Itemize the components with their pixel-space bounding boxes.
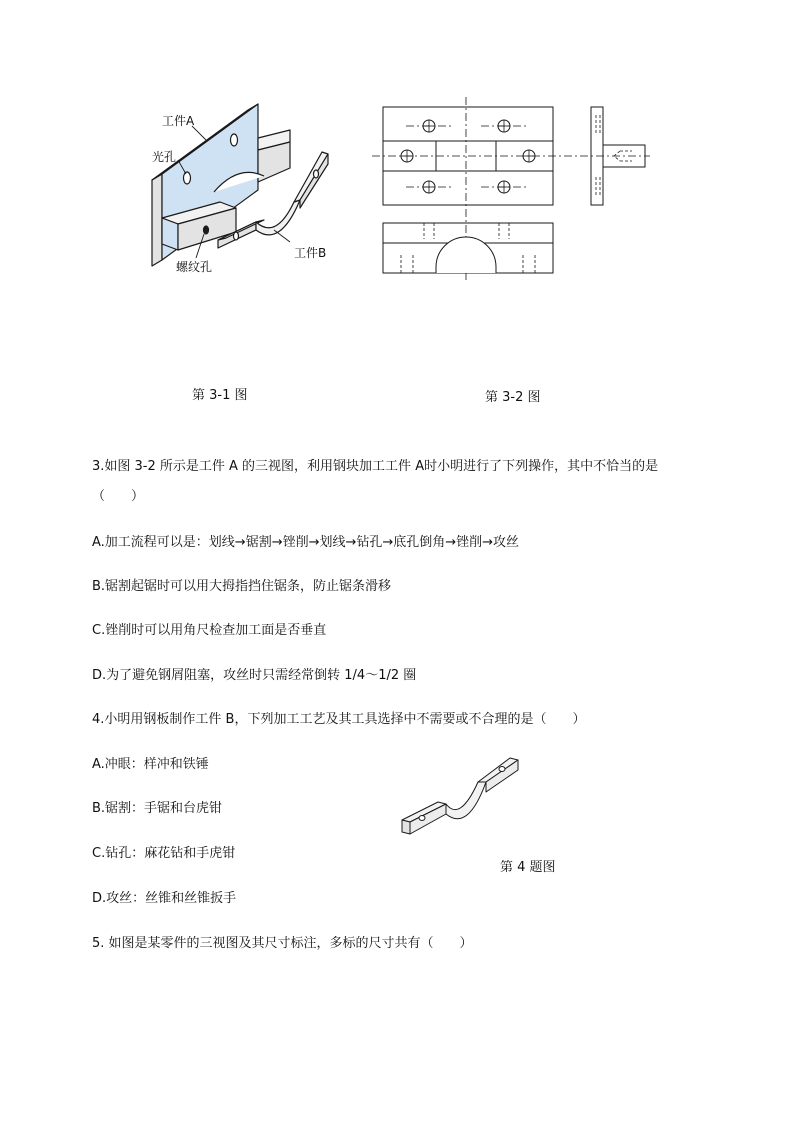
figure-4-drawing [398, 752, 522, 842]
label-threaded-hole: 螺纹孔 [176, 260, 213, 274]
threaded-hole-icon [204, 226, 209, 234]
plain-hole-icon [184, 172, 191, 184]
q4-option-c: C.钻孔：麻花钻和手虎钳 [92, 846, 236, 861]
q5-stem: 5. 如图是某零件的三视图及其尺寸标注，多标的尺寸共有（ ） [92, 936, 473, 951]
q3-stem: 3.如图 3-2 所示是工件 A 的三视图，利用钢块加工工件 A时小明进行了下列操作，其中不恰当的是 [92, 459, 659, 474]
view-top-holes [401, 120, 535, 193]
q4-option-d: D.攻丝：丝锥和丝锥扳手 [92, 891, 237, 906]
caption-figure-3-1: 第 3-1 图 [192, 388, 248, 403]
label-workpiece-b: 工件B [294, 246, 327, 260]
workpiece-a-plate-side [152, 174, 162, 266]
figure-3-1 [140, 90, 360, 280]
q3-blank: （ ） [92, 489, 145, 504]
q4-stem: 4.小明用钢板制作工件 B，下列加工工艺及其工具选择中不需要或不合理的是（ ） [92, 712, 586, 727]
leader-workpiece-b [274, 230, 290, 242]
q4-option-b: B.锯割：手锯和台虎钳 [92, 801, 223, 816]
caption-figure-3-2: 第 3-2 图 [485, 390, 541, 405]
label-plain-hole: 光孔 [152, 150, 177, 164]
q3-option-d: D.为了避免钢屑阻塞，攻丝时只需经常倒转 1/4～1/2 圈 [92, 668, 417, 683]
q4-option-a: A.冲眼：样冲和铁锤 [92, 757, 209, 772]
workpiece-b-flange-right-top [294, 152, 328, 202]
q3-option-a: A.加工流程可以是：划线→锯割→锉削→划线→钻孔→底孔倒角→锉削→攻丝 [92, 535, 520, 550]
q3-option-b: B.锯割起锯时可以用大拇指挡住锯条，防止锯条滑移 [92, 579, 392, 594]
workpiece-b-arch [256, 200, 300, 235]
figure-3-2-drawing [370, 95, 660, 285]
plain-hole-icon-2 [231, 134, 238, 146]
workpiece-b-hole-left [234, 232, 239, 240]
view-front-half-round [436, 237, 496, 273]
caption-figure-4: 第 4 题图 [500, 860, 556, 875]
workpiece-b-flange-right [300, 154, 328, 208]
workpiece-a-lower-block-front [162, 218, 178, 250]
label-workpiece-a: 工件A [162, 114, 195, 128]
q3-option-c: C.锉削时可以用角尺检查加工面是否垂直 [92, 623, 327, 638]
workpiece-b-hole-right [314, 170, 319, 178]
